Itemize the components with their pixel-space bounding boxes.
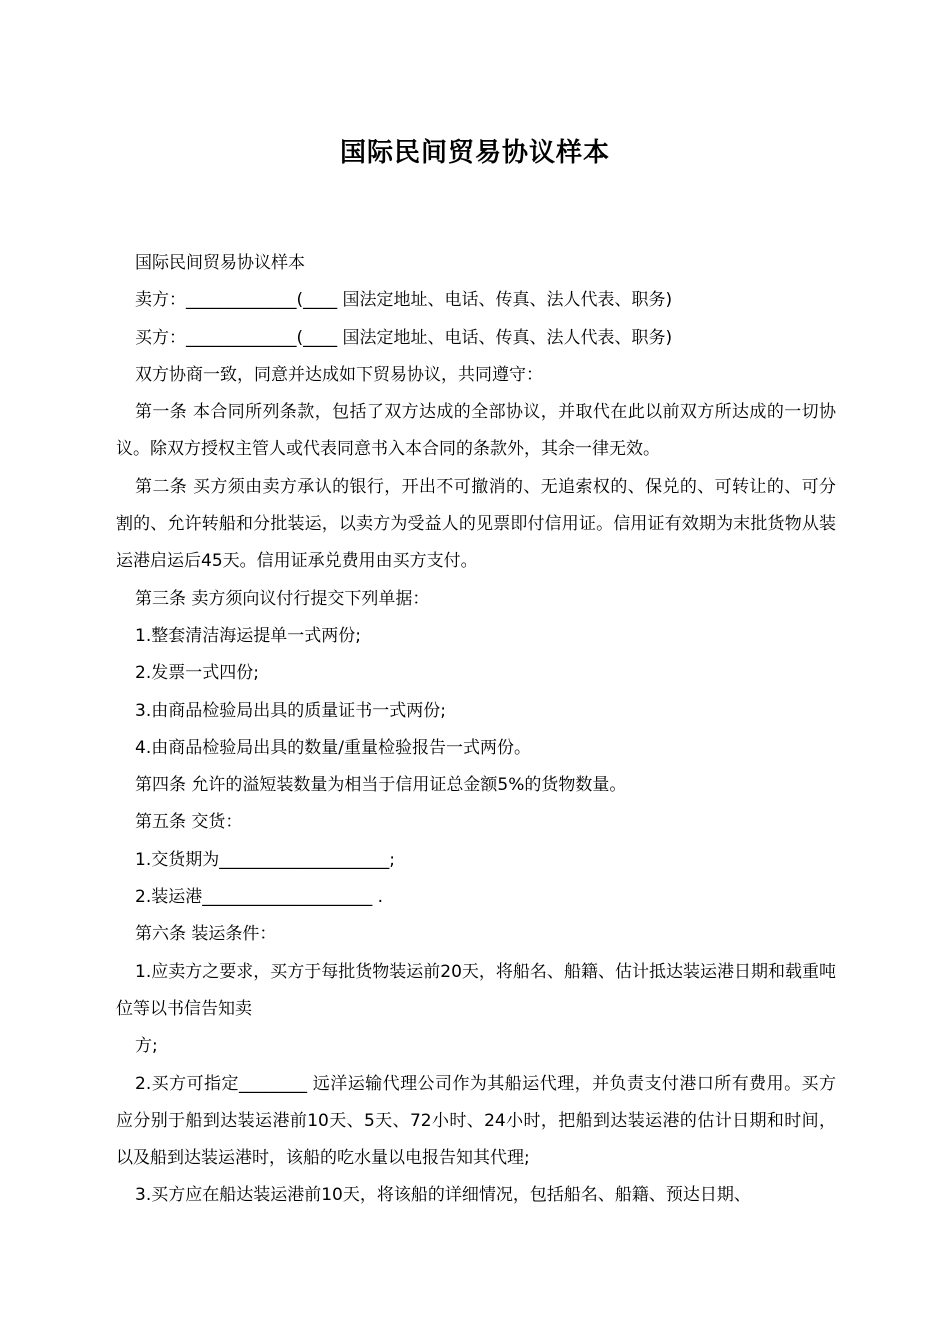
paragraph-article-1: 第一条 本合同所列条款，包括了双方达成的全部协议，并取代在此以前双方所达成的一切协议。除双方授权主管人或代表同意书入本合同的条款外，其余一律无效。: [116, 402, 836, 460]
paragraph-article-3: 第三条 卖方须向议付行提交下列单据：: [135, 588, 430, 609]
list-item-quality-certificate: 3.由商品检验局出具的质量证书一式两份;: [135, 700, 446, 721]
paragraph-article-2: 第二条 买方须由卖方承认的银行，开出不可撤消的、无追索权的、保兑的、可转让的、可分割的、允许转船和分批装运，以卖方为受益人的见票即付信用证。信用证有效期为末批货物从装运港启运后45天。信用证承兑费用由买方支付。: [116, 476, 836, 572]
list-item-delivery-period: 1.交货期为____________________;: [135, 849, 395, 870]
document-title: 国际民间贸易协议样本: [339, 138, 610, 168]
paragraph-seller: 卖方：_____________(____ 国法定地址、电话、传真、法人代表、职务): [135, 290, 673, 311]
list-item-shipping-notice: 1.应卖方之要求，买方于每批货物装运前20天，将船名、船籍、估计抵达装运港日期和载重吨位等以书信告知卖: [116, 961, 836, 1019]
list-item-shipping-notice-continued: 方;: [135, 1036, 158, 1057]
paragraph-buyer: 买方：_____________(____ 国法定地址、电话、传真、法人代表、职务): [135, 327, 673, 348]
list-item-invoice: 2.发票一式四份;: [135, 663, 259, 684]
list-item-quantity-report: 4.由商品检验局出具的数量/重量检验报告一式两份。: [135, 737, 531, 758]
list-item-loading-port: 2.装运港____________________ .: [135, 887, 384, 908]
list-item-shipping-agent: 2.买方可指定________ 远洋运输代理公司作为其船运代理，并负责支付港口所有费用。买方应分别于船到达装运港前10天、5天、72小时、24小时，把船到达装运港的估计日期和时间，以及船到达装运港时，该船的吃水量以电报告知其代理;: [116, 1073, 836, 1169]
list-item-bill-of-lading: 1.整套清洁海运提单一式两份;: [135, 625, 361, 646]
paragraph-agreement-intro: 双方协商一致，同意并达成如下贸易协议，共同遵守：: [135, 364, 543, 385]
paragraph-heading: 国际民间贸易协议样本: [135, 253, 305, 273]
list-item-vessel-details: 3.买方应在船达装运港前10天，将该船的详细情况，包括船名、船籍、预达日期、: [135, 1185, 751, 1206]
paragraph-article-4: 第四条 允许的溢短装数量为相当于信用证总金额5%的货物数量。: [135, 775, 627, 796]
paragraph-article-6: 第六条 装运条件：: [135, 924, 277, 945]
document-body: [116, 245, 836, 1215]
paragraph-article-5: 第五条 交货：: [135, 812, 243, 833]
